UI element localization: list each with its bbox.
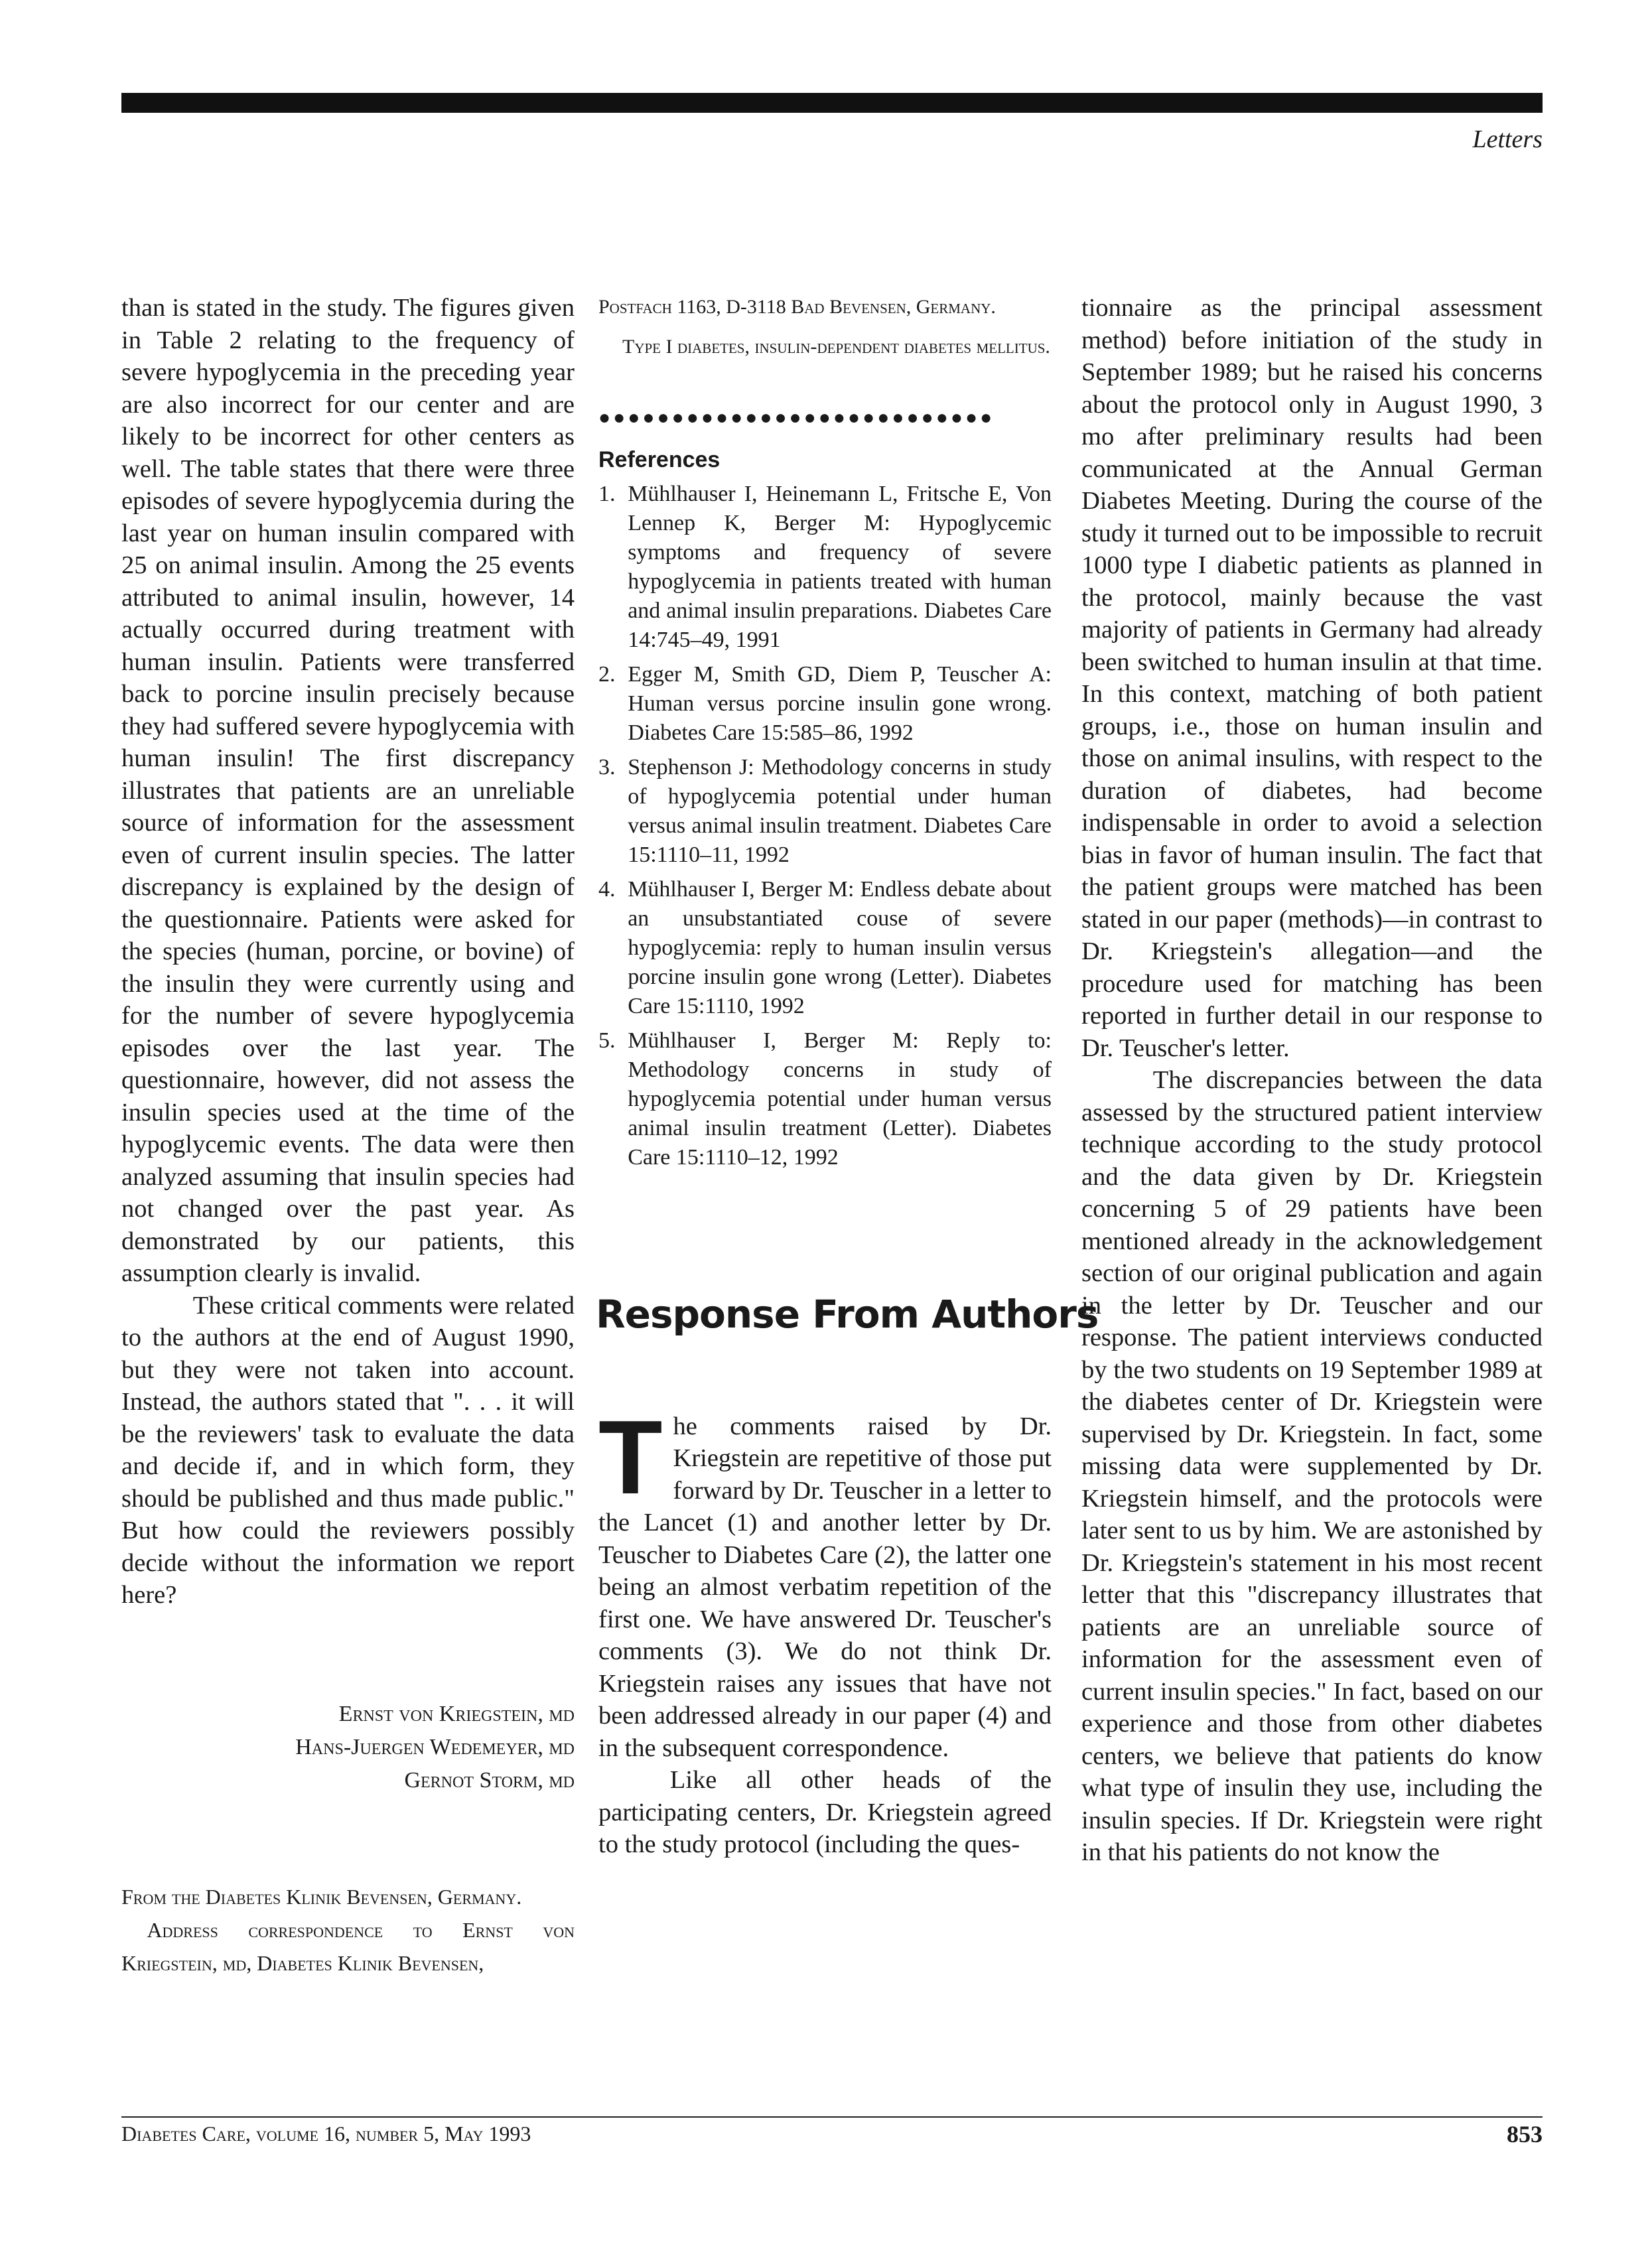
correspondence-address: Address correspondence to Ernst von Kriegstein, md, Diabetes Klinik Bevensen,	[121, 1917, 575, 1975]
reference-number: 5.	[598, 1028, 616, 1053]
response-body	[598, 1398, 1052, 1861]
reference-list	[598, 480, 1052, 1172]
section-label: Letters	[1472, 125, 1543, 153]
left-column	[121, 292, 575, 1980]
footer-rule	[121, 2116, 1543, 2118]
header-rule	[121, 93, 1543, 113]
right-column	[1081, 292, 1543, 1869]
body-paragraph: The discrepancies between the data assessed by the structured patient interview technique according to the study protocol and the data given by Dr. Kriegstein concerning 5 of 29 patients have been mentioned already in the acknowledgement section of our original publication and again in the letter by Dr. Teuscher and our response. The patient interviews conducted by the two students on 19 September 1989 at the diabetes center of Dr. Kriegstein were supervised by Dr. Kriegstein. In fact, some missing data were supplemented by Dr. Kriegstein himself, and the protocols were later sent to us by him. We are astonished by Dr. Kriegstein's statement in his most recent letter that this "discrepancy illustrates that patients are an unreliable source of information for the assessment even of current insulin species." In fact, based on our experience and those from other diabetes centers, we believe that patients do know what type of insulin they use, including the insulin species. If Dr. Kriegstein were right in that his patients do not know the	[1081, 1066, 1543, 1866]
page-number: 853	[1507, 2121, 1543, 2147]
body-paragraph: tionnaire as the principal assessment method) before initiation of the study in September 1989; but he raised his concerns about the protocol only in August 1990, 3 mo after preliminary results had been communicated at the Annual German Diabetes Meeting. During the course of the study it turned out to be impossible to recruit 1000 type I diabetic patients as planned in the protocol, mainly because the vast majority of patients in Germany had already been switched to human insulin at that time. In this context, matching of both patient groups, i.e., those on human insulin and those on animal insulins, with respect to the duration of diabetes, had become indispensable in order to avoid a selection bias in favor of human insulin. The fact that the patient groups were matched has been stated in our paper (methods)—in contrast to Dr. Kriegstein's allegation—and the procedure used for matching has been reported in further detail in our response to Dr. Teuscher's letter.	[1081, 294, 1543, 1062]
affiliation: From the Diabetes Klinik Bevensen, Germany.	[121, 1884, 522, 1909]
reference-text: Mühlhauser I, Heinemann L, Fritsche E, Von Lennep K, Berger M: Hypoglycemic symptoms and frequency of severe hypoglycemia in patients treated with human and animal insulin preparations. Diabetes Care 14:745–49, 1991	[628, 482, 1052, 652]
author-list	[121, 1698, 575, 1797]
reference-number: 3.	[598, 755, 616, 780]
body-paragraph: These critical comments were related to the authors at the end of August 1990, but they were not taken into account. Instead, the authors stated that ". . . it will be the reviewers' task to evaluate the data and decide if, and in which form, they should be published and thus made public." But how could the reviewers possibly decide without the information we report here?	[121, 1291, 575, 1609]
response-heading: Response From Authors	[596, 1292, 1099, 1337]
reference-number: 4.	[598, 877, 616, 902]
body-paragraph: than is stated in the study. The figures given in Table 2 relating to the frequency of severe hypoglycemia in the preceding year are also incorrect for our center and are likely to be incorrect for other centers as well. The table states that there were three episodes of severe hypoglycemia during the last year on human insulin compared with 25 on animal insulin. Among the 25 events attributed to animal insulin, however, 14 actually occurred during treatment with human insulin. Patients were transferred back to porcine insulin precisely because they had suffered severe hypoglycemia with human insulin! The first discrepancy illustrates that patients are an unreliable source of information for the assessment even of current insulin species. The latter discrepancy is explained by the design of the questionnaire. Patients were asked for the species (human, porcine, or bovine) of the insulin they were currently using and for the number of severe hypoglycemia episodes over the last year. The questionnaire, however, did not assess the insulin species used at the time of the hypoglycemic events. The data were then analyzed assuming that insulin species had not changed over the past year. As demonstrated by our patients, this assumption clearly is invalid.	[121, 294, 575, 1287]
reference-item	[598, 753, 1052, 870]
author-name: Ernst von Kriegstein, md	[338, 1701, 575, 1726]
middle-column	[596, 292, 1099, 1861]
journal-citation: Diabetes Care, volume 16, number 5, May 1993	[121, 2122, 531, 2146]
body-paragraph	[598, 1398, 1052, 1765]
correspondence-address-continued: Postfach 1163, D-3118 Bad Bevensen, Germany.	[598, 296, 996, 318]
keywords: Type I diabetes, insulin-dependent diabetes mellitus.	[622, 336, 1050, 358]
reference-item	[598, 480, 1052, 655]
affiliation-block	[121, 1880, 575, 1980]
author-name: Hans-Juergen Wedemeyer, md	[295, 1734, 575, 1759]
body-paragraph: Like all other heads of the participating centers, Dr. Kriegstein agreed to the study protocol (including the ques-	[598, 1766, 1052, 1858]
reference-text: Mühlhauser I, Berger M: Endless debate about an unsubstantiated couse of severe hypoglycemia: reply to human insulin versus porcine insulin gone wrong (Letter). Diabetes Care 15:1110, 1992	[628, 877, 1052, 1018]
reference-text: Mühlhauser I, Berger M: Reply to: Methodology concerns in study of hypoglycemia potential under human versus animal insulin treatment (Letter). Diabetes Care 15:1110–12, 1992	[628, 1028, 1052, 1170]
reference-number: 2.	[598, 662, 616, 687]
reference-text: Egger M, Smith GD, Diem P, Teuscher A: Human versus porcine insulin gone wrong. Diabetes Care 15:585–86, 1992	[628, 662, 1052, 745]
body-text: he comments raised by Dr. Kriegstein are repetitive of those put forward by Dr. Teuscher in a letter to the Lancet (1) and another letter by Dr. Teuscher to Diabetes Care (2), the latter one being an almost verbatim repetition of the first one. We have answered Dr. Teuscher's comments (3). We do not think Dr. Kriegstein raises any issues that have not been addressed already in our paper (4) and in the subsequent correspondence.	[598, 1412, 1052, 1762]
reference-number: 1.	[598, 482, 616, 506]
reference-item	[598, 875, 1052, 1021]
drop-cap: T	[598, 1398, 663, 1516]
author-name: Gernot Storm, md	[404, 1767, 575, 1793]
references-heading: References	[598, 446, 721, 472]
section-separator: ●●●●●●●●●●●●●●●●●●●●●●●●●●●	[598, 407, 995, 429]
reference-text: Stephenson J: Methodology concerns in study of hypoglycemia potential under human versus animal insulin treatment. Diabetes Care 15:1110–11, 1992	[628, 755, 1052, 867]
meta-block	[598, 292, 1052, 362]
reference-item	[598, 1026, 1052, 1172]
reference-item	[598, 660, 1052, 748]
